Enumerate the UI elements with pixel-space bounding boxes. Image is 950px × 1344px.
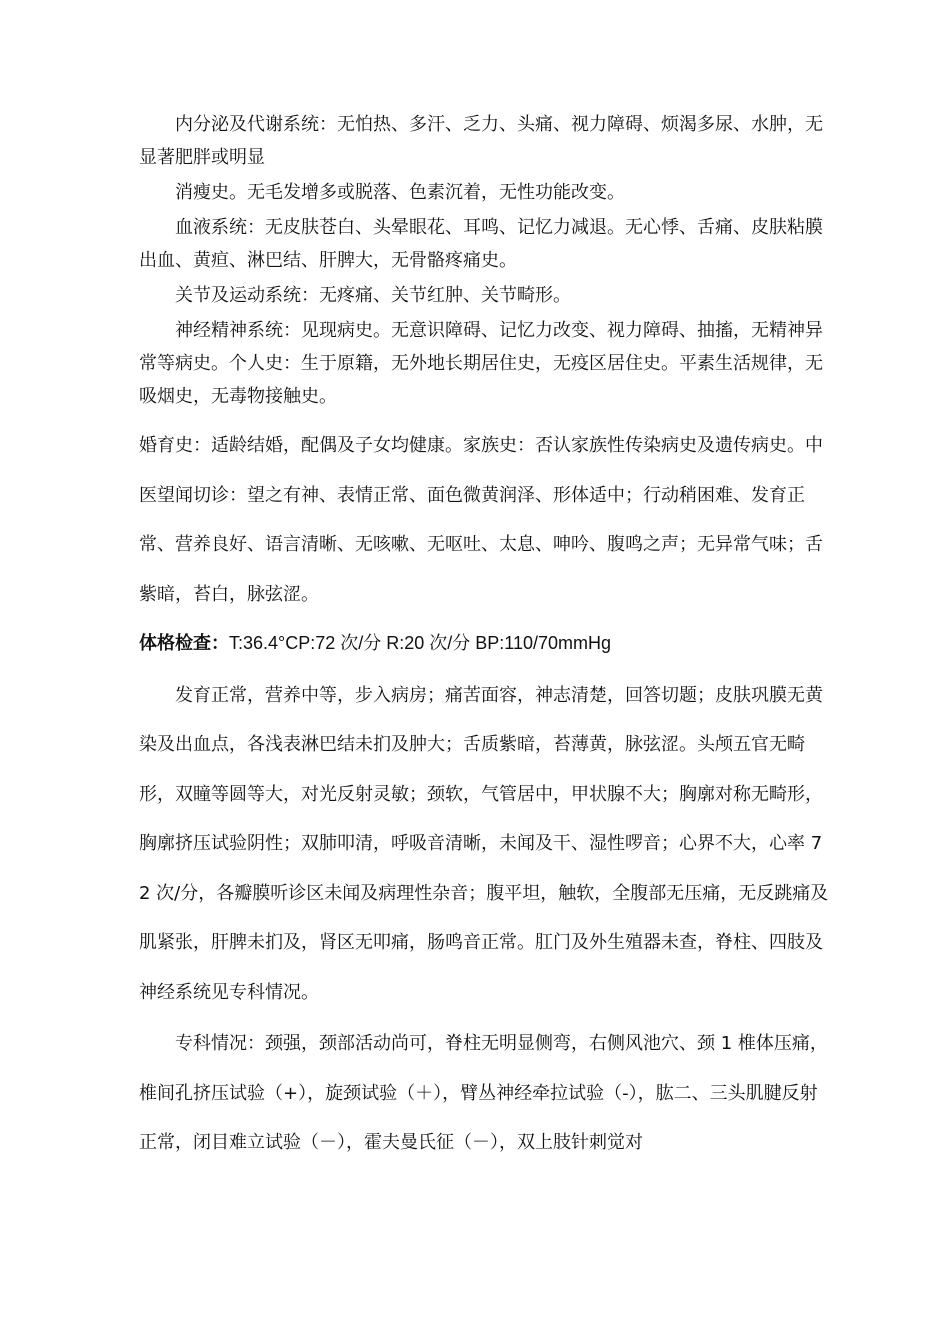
physical-exam-label: 体格检查：: [139, 633, 229, 653]
neuro-system-paragraph: 神经精神系统：见现病史。无意识障碍、记忆力改变、视力障碍、抽搐，无精神异常等病史。个人史：生于原籍，无外地长期居住史，无疫区居住史。平素生活规律，无吸烟史，无毒物接触史。: [139, 320, 823, 407]
physical-exam-paragraph: 发育正常，营养中等，步入病房；痛苦面容，神志清楚，回答切题；皮肤巩膜无黄染及出血点，各浅表淋巴结未扪及肿大；舌质紫暗，苔薄黄，脉弦涩。头颅五官无畸形，双瞳等圆等大，对光反射灵敏；颈软，气管居中，甲状腺不大；胸廓对称无畸形，胸廓挤压试验阴性；双肺叩清，呼吸音清晰，未闻及干、湿性啰音；心界不大，心率 72 次/分，各瓣膜听诊区未闻及病理性杂音；腹平坦，触软，全腹部无压痛，无反跳痛及肌紧张，肝脾未扪及，肾区无叩痛，肠鸣音正常。肛门及外生殖器未查，脊柱、四肢及神经系统见专科情况。: [139, 684, 829, 1003]
document-page: [139, 108, 829, 1168]
physical-exam-heading: [139, 619, 829, 669]
joint-system-paragraph: 关节及运动系统：无疼痛、关节红肿、关节畸形。: [175, 285, 571, 306]
endocrine-paragraph-2: 消瘦史。无毛发增多或脱落、色素沉着，无性功能改变。: [175, 182, 625, 203]
specialty-paragraph: 专科情况：颈强，颈部活动尚可，脊柱无明显侧弯，右侧风池穴、颈 1 椎体压痛，椎间孔挤压试验（+），旋颈试验（＋），臂丛神经牵拉试验（-），肱二、三头肌腱反射正常，闭目难立试验（－），霍夫曼氏征（－），双上肢针刺觉对: [139, 1033, 828, 1153]
marital-family-history-paragraph: 婚育史：适龄结婚，配偶及子女均健康。家族史：否认家族性传染病史及遗传病史。中医望闻切诊：望之有神、表情正常、面色微黄润泽、形体适中；行动稍困难、发育正常、营养良好、语言清晰、无咳嗽、无呕吐、太息、呻吟、腹鸣之声；无异常气味；舌紫暗，苔白，脉弦涩。: [139, 435, 823, 605]
endocrine-paragraph-1: 内分泌及代谢系统：无怕热、多汗、乏力、头痛、视力障碍、烦渴多尿、水肿，无显著肥胖或明显: [139, 114, 823, 168]
blood-system-paragraph: 血液系统：无皮肤苍白、头晕眼花、耳鸣、记忆力减退。无心悸、舌痛、皮肤粘膜出血、黄疸、淋巴结、肝脾大，无骨骼疼痛史。: [139, 217, 823, 271]
vital-signs: T:36.4°CP:72 次/分 R:20 次/分 BP:110/70mmHg: [229, 633, 612, 653]
